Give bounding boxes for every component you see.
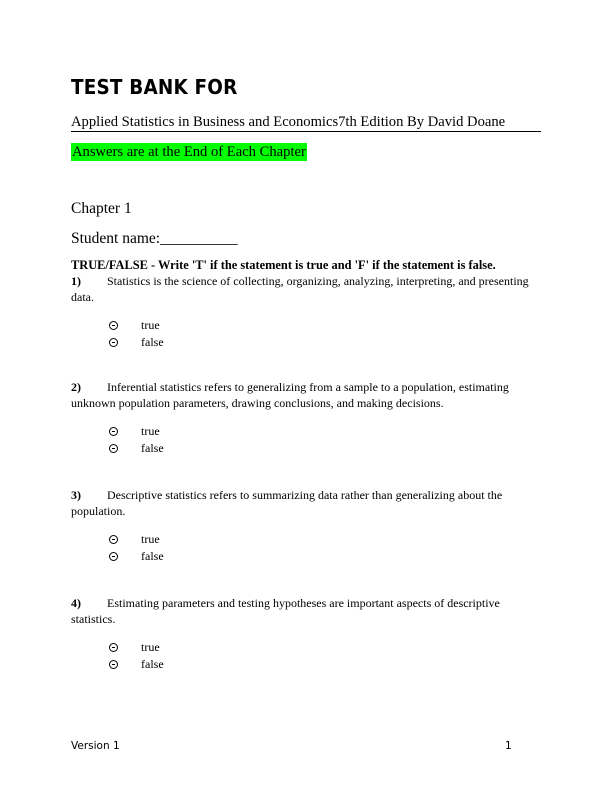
option-true[interactable] xyxy=(71,423,541,440)
option-label: false xyxy=(141,334,164,349)
radio-icon[interactable] xyxy=(109,444,118,453)
question-body: Estimating parameters and testing hypotheses are important aspects of descriptive statistics. xyxy=(71,596,500,627)
radio-icon[interactable] xyxy=(109,535,118,544)
chapter-heading: Chapter 1 xyxy=(71,200,132,217)
option-false[interactable] xyxy=(71,548,541,565)
answer-options xyxy=(71,423,541,457)
radio-icon[interactable] xyxy=(109,338,118,347)
option-true[interactable] xyxy=(71,317,541,334)
option-false[interactable] xyxy=(71,334,541,351)
footer-version: Version 1 xyxy=(71,740,120,752)
option-label: false xyxy=(141,548,164,563)
radio-icon[interactable] xyxy=(109,321,118,330)
question-number: 3) xyxy=(71,488,81,502)
question-4-text xyxy=(71,595,541,628)
option-label: true xyxy=(141,423,160,438)
answer-options xyxy=(71,531,541,565)
question-number: 2) xyxy=(71,380,81,394)
question-2-text xyxy=(71,379,541,412)
question-body: Descriptive statistics refers to summarizing data rather than generalizing about the population. xyxy=(71,488,503,519)
radio-icon[interactable] xyxy=(109,660,118,669)
answers-note-highlight: Answers are at the End of Each Chapter xyxy=(72,144,306,160)
question-2 xyxy=(71,379,541,457)
question-3 xyxy=(71,487,541,565)
question-number: 1) xyxy=(71,274,81,288)
question-body: Statistics is the science of collecting, organizing, analyzing, interpreting, and presenting data. xyxy=(71,274,529,305)
radio-icon[interactable] xyxy=(109,643,118,652)
option-false[interactable] xyxy=(71,656,541,673)
question-1 xyxy=(71,273,541,351)
option-label: true xyxy=(141,317,160,332)
option-false[interactable] xyxy=(71,440,541,457)
question-number: 4) xyxy=(71,596,81,610)
book-subtitle: Applied Statistics in Business and Economics7th Edition By David Doane xyxy=(71,114,506,130)
option-label: false xyxy=(141,440,164,455)
question-1-text xyxy=(71,273,541,306)
title-divider xyxy=(71,131,541,132)
answer-options xyxy=(71,639,541,673)
section-instructions: TRUE/FALSE - Write 'T' if the statement is true and 'F' if the statement is false. xyxy=(71,258,496,272)
footer-page-number: 1 xyxy=(505,740,512,752)
answer-options xyxy=(71,317,541,351)
question-body: Inferential statistics refers to generalizing from a sample to a population, estimating unknown population parameters, drawing conclusions, and making decisions. xyxy=(71,380,509,411)
option-label: true xyxy=(141,531,160,546)
question-4 xyxy=(71,595,541,673)
radio-icon[interactable] xyxy=(109,552,118,561)
option-true[interactable] xyxy=(71,531,541,548)
radio-icon[interactable] xyxy=(109,427,118,436)
page-title: TEST BANK FOR xyxy=(71,75,238,99)
question-3-text xyxy=(71,487,541,520)
option-label: false xyxy=(141,656,164,671)
option-true[interactable] xyxy=(71,639,541,656)
student-name-line: Student name:__________ xyxy=(71,230,238,247)
option-label: true xyxy=(141,639,160,654)
